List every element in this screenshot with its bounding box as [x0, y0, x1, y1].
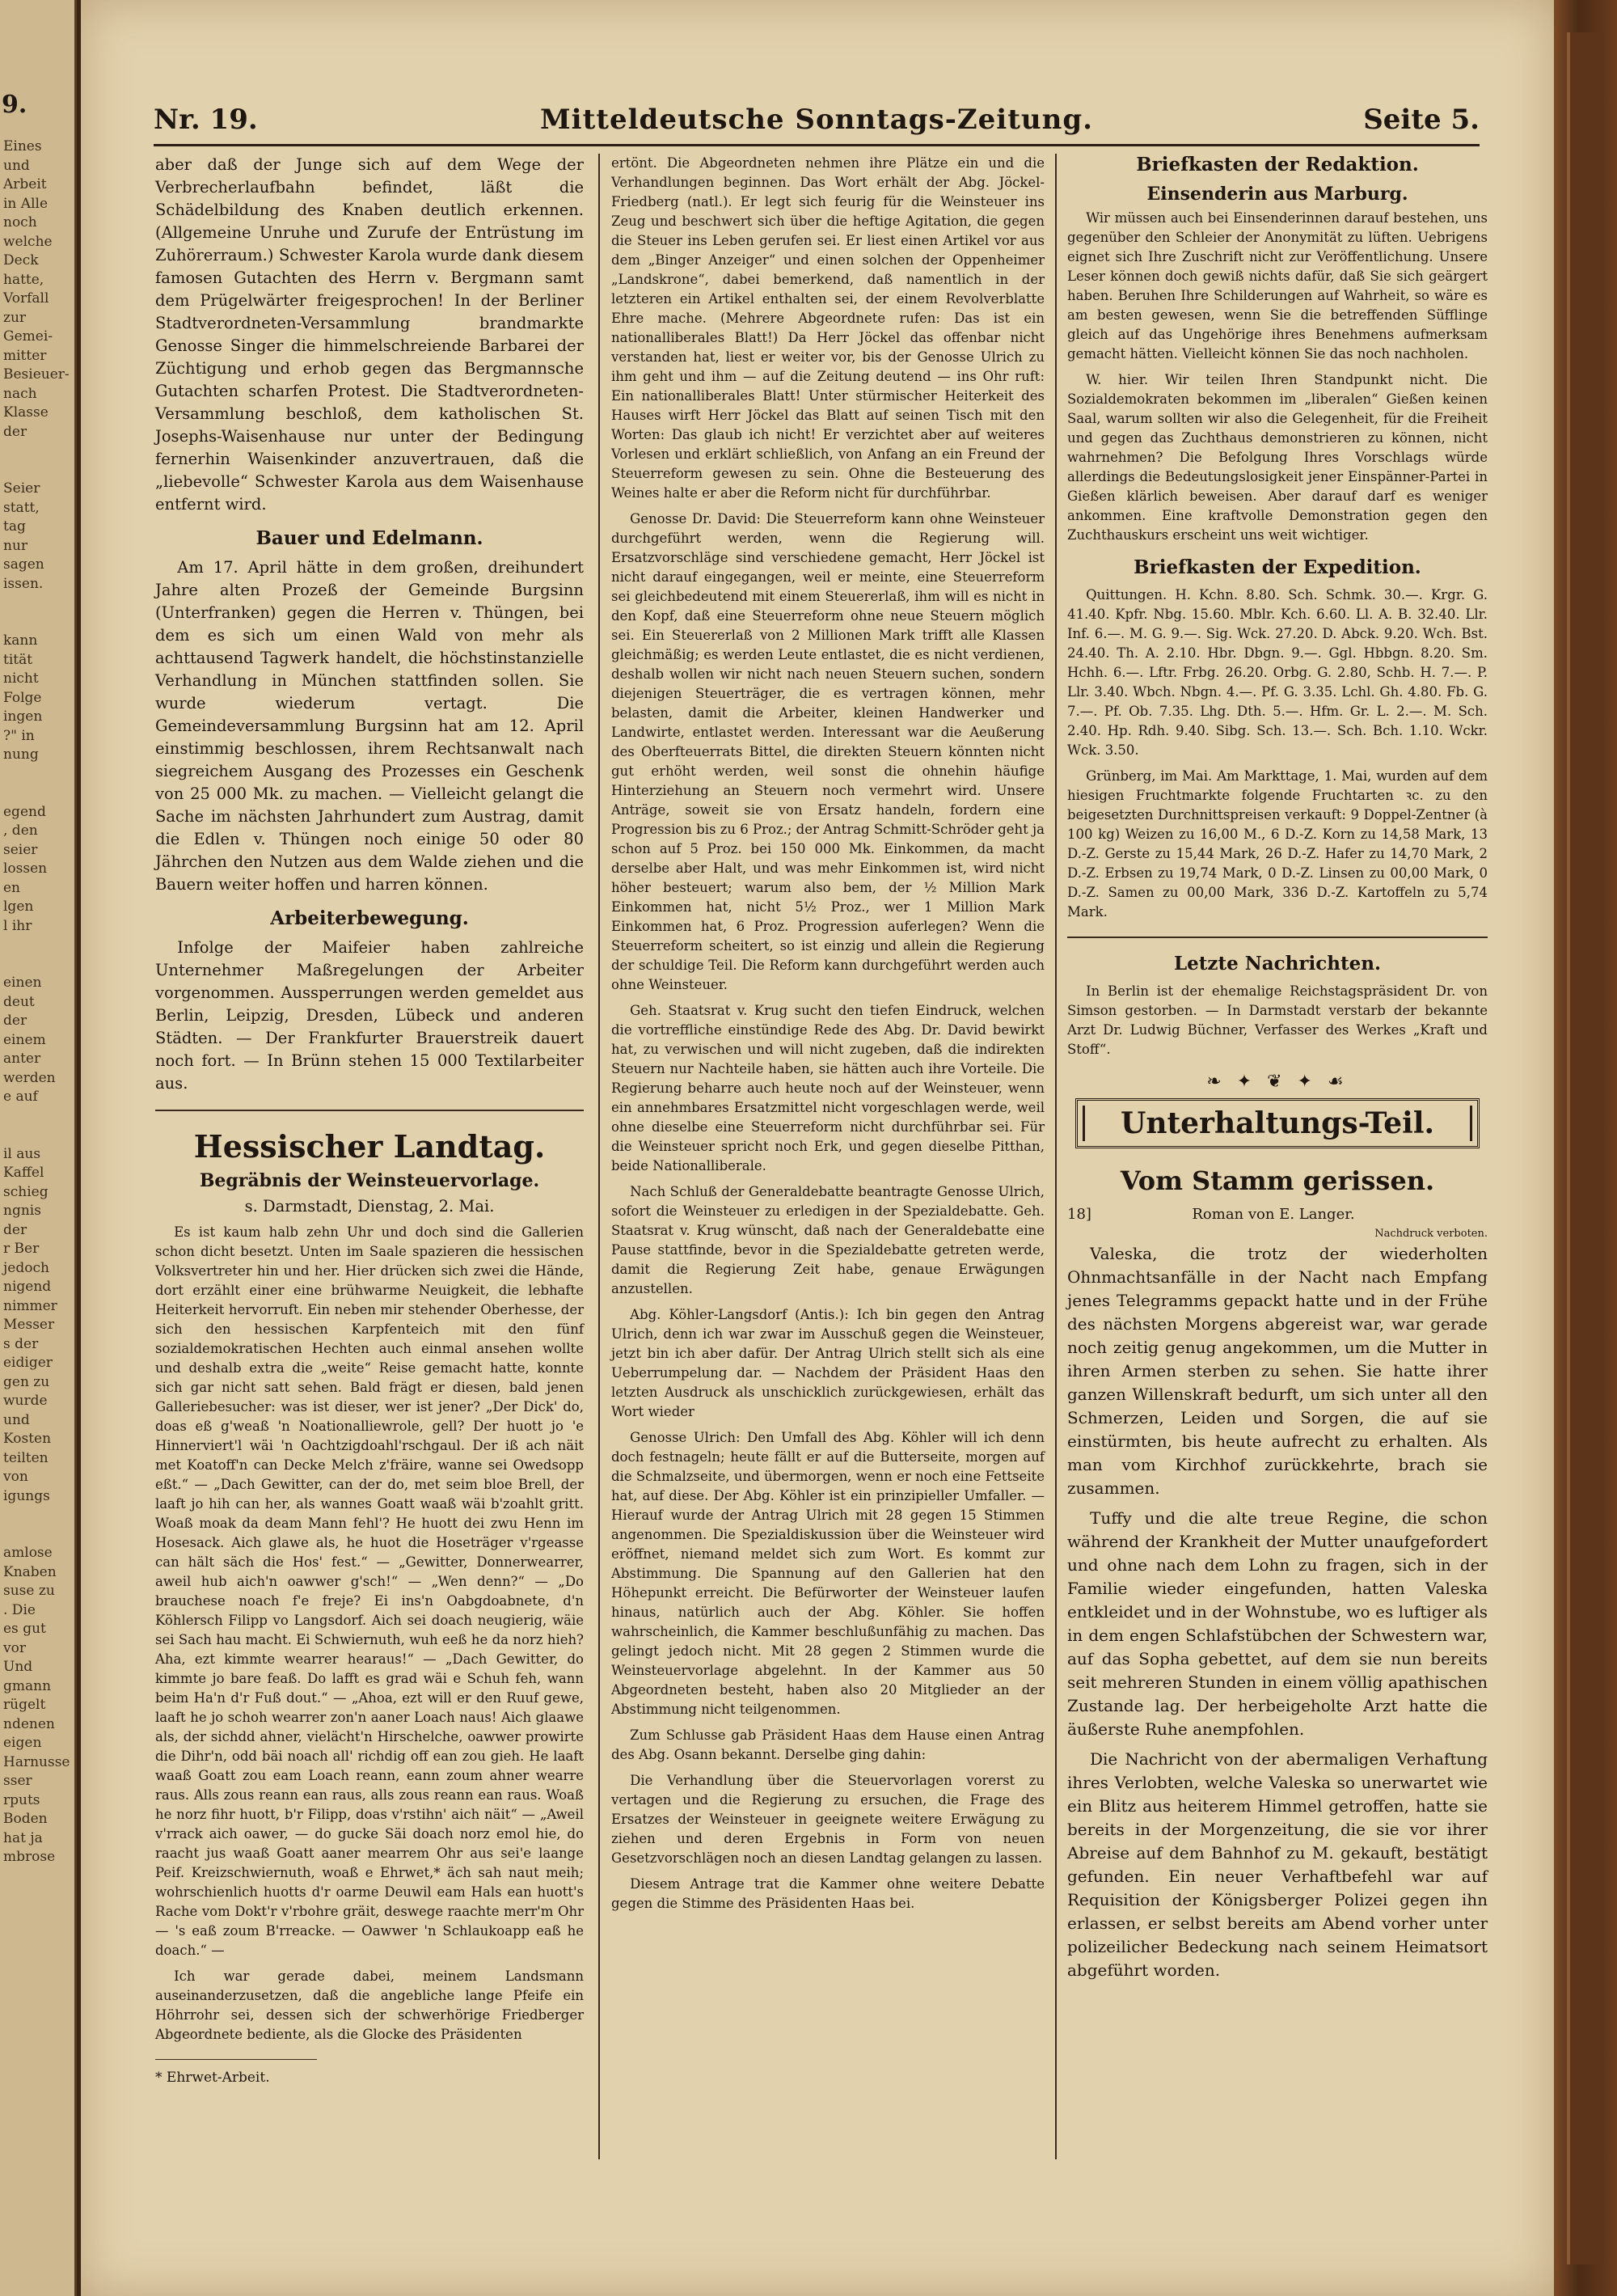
left-page-text-fragments: Eines und Arbeit in Alle noch welche Deck hatte, Vorfall zur Gemei- mitter Besieuer- nach Klasse der Seier statt, tag nur sagen issen. kann tität nicht Folge ingen ?" in nung egend , den seier lossen en lgen l ihr einen deut der einem anter werden e auf il aus Kaffel schieg ngnis der r Ber jedoch nigend nimmer Messer s der eidiger gen zu wurde und Kosten teilten von igungs amlose Knaben suse zu . Die es gut vor Und gmann rügelt ndenen eigen Harnusse sser rputs Boden hat ja mbrose — [3, 138, 70, 1865]
article-paragraph: Abg. Köhler-Langsdorf (Antis.): Ich bin gegen den Antrag Ulrich, denn ich war zwar im Ausschuß gegen die Weinsteuer, jetzt bin ich aber dafür. Der Antrag Ulrich stellt sich als eine Ueberrumpelung dar. — Nachdem der Präsident Haas den letzten Ausdruck als unschicklich zurückgewiesen, erhält das Wort wieder — [611, 1307, 1045, 1419]
footnote: * Ehrwet-Arbeit. — [155, 2059, 317, 2089]
novel-title: Vom Stamm gerissen. — [1120, 1165, 1435, 1196]
section-banner: Unterhaltungs-Teil. — [1075, 1098, 1480, 1148]
article-paragraph: Genosse Ulrich: Den Umfall des Abg. Köhler will ich denn doch festnageln; heute fällt er auf die Butterseite, morgen auf die Schmalzseite, und übermorgen, wenn er noch eine Fettseite hat, auf diese. Der Abg. Köhler ist ein prinzipieller Umfaller. — Hierauf wurde der Antrag Ulrich mit 28 gegen 15 Stimmen angenommen. Die Spezialdiskussion über die Weinsteuer wird eröffnet, niemand meldet sich zum Wort. Es kommt zur Abstimmung. Die Spannung auf den Gallerien hat den Höhepunkt erreicht. Die Befürworter der Weinsteuer laufen hinaus, natürlich auch der Abg. Köhler. Sie hoffen wahrscheinlich, die Kammer beschlußunfähig zu machen. Das gelingt jedoch nicht. Mit 28 gegen 2 Stimmen wurde die Weinsteuervorlage abgelehnt. In der Kammer aus 50 Abgeordneten besteht, haben also 20 Mitglieder an der Abstimmung nicht teilgenommen. — [611, 1430, 1045, 1717]
article-paragraph: Geh. Staatsrat v. Krug sucht den tiefen Eindruck, welchen die vortreffliche einstündige Rede des Abg. Dr. David bewirkt hat, zu verwischen und will nicht zugeben, daß die indirekten Steuern nur Nachteile haben, sie hätten auch ihre Vorteile. Die Regierung beharre auch heute noch auf der Weinsteuer, wenn ein annehmbares Ersatzmittel nicht vorgeschlagen werde, weil ohne dieselbe eine Steuerreform nicht durchführbar sei. Für die Weinsteuer spricht noch Erk, und gegen dieselbe Pitthan, beide Nationalliberale. — [611, 1003, 1045, 1173]
left-page-edge — [0, 0, 77, 2296]
article-paragraph: Es ist kaum halb zehn Uhr und doch sind die Gallerien schon dicht besetzt. Unten im Saale spazieren die hessischen Volksvertreter hin und her. Hier drücken sich zwei die Hände, dort erzählt einer eine brühwarme Neuigkeit, die lebhafte Heiterkeit hervorruft. Ein neben mir stehender Oberhesse, der sich den hessischen Karpfenteich mit den fünf sozialdemokratischen Hechten auch einmal ansehen wollte und deshalb extra die „weite“ Reise gemacht hatte, konnte sich gar nicht satt sehen. Bald frägt er diesen, bald jenen Galleriebesucher: was ist dieser, wer ist jener? „Der Dick' do, doas eß g'weaß 'n Noationalliewrole, gell? Der huott jo 'e Hinnerviert'l wäi 'n Oachtzigdoahl'rschgaul. Der iß ach näit met Koatoff'n can Decke Melch z'fräire, wanne sei Owedsopp eßt.“ — „Dach Gewitter, can der do, met seim bloe Brell, der laaft jo hih can her, als wannes Goatt waaß wäi b'zoahlt gritt. Woaß moak da deam Mann fehl'? He huott dei zwu Henn im Hosesack. Aich glawe als, he huot die Hoseträger v'rgeasse can hält säch die Hos' fest.“ — „Gewitter, Donnerwearrer, aweil hub aich'n oawwer g'sch!“ — „Wen denn?“ — „Do brauchese noach f'e freje? Ei ins'n Oabgdoabnete, d'n Köhlersch Filipp vo Langsdorf. Aich sei doach neugierig, wäie sei Sach hau macht. Ei Schwiernuth, wuh eeß he da norz hieh? Aha, ezt kimmte wearrer hearaus!“ — „Dach Gewitter, do kimmte jo bare feaß. Do lafft es grad wäi e Schuh feh, wann beim Ha'n d'r Fuß dout.“ — „Ahoa, ezt will er den Ruuf gewe, laaft he jo schoh wearrer zon'n aaner Loach naus! Aich glaawe als, der sichdd ahner, vielächt'n Hirschelche, oawwer prowirte die Dihr'n, odd bäi noach all' richdig off ean zou gieh. He laaft waaß Goatt zou eam Loach reann, eann zoum ahner wearre raus. Alls zous reann ean raus, alls zous reann ean raus. Woaß he norz fihr huott, b'r Filipp, doas v'rstihn' aich näit“ — „Aweil v'rrack aich oawer, — do gucke Säi doach norz emol hie, do raacht jus waaß Goatt aaner mearrem Ohr aus sei'e laange Peif. Kreizschwiernuth, woaß e Ehrwet,* äch sah naut meih; wohrschienlich huotts d'r oarme Deuwil eam Hals ean huott's Rache vom Dokt'r v'rbohre gräit, deswege raachte merr'm Ohr — 's eaß zoum B'rreacke. — Oawwer 'n Schlaukoapp eaß he doach.“ — — [155, 1224, 584, 1958]
section-heading: Briefkasten der Redaktion. — [1136, 154, 1419, 175]
page-header — [154, 104, 1480, 144]
article-subtitle: Begräbnis der Weinsteuervorlage. — [199, 1170, 540, 1191]
issue-number: Nr. 19. — [154, 104, 258, 136]
byline: Roman von E. Langer. — [1192, 1206, 1355, 1223]
article-paragraph: Grünberg, im Mai. Am Markttage, 1. Mai, wurden auf dem hiesigen Fruchtmarkte folgende Fruchtarten ꝛc. zu den beigesetzten Durchnittspreisen verkauft: 9 Doppel-Zentner (à 100 kg) Weizen zu 16,00 M., 6 D.-Z. Korn zu 14,58 Mark, 13 D.-Z. Gerste zu 15,44 Mark, 26 D.-Z. Hafer zu 14,70 Mark, 2 D.-Z. Erbsen zu 19,74 Mark, 0 D.-Z. Linsen zu 00,00 Mark, 0 D.-Z. Samen zu 00,00 Mark, 336 D.-Z. Kartoffeln zu 5,74 Mark. — [1067, 768, 1488, 920]
newspaper-page — [81, 0, 1554, 2296]
section-subheading: Einsenderin aus Marburg. — [1146, 184, 1408, 205]
article-paragraph: ertönt. Die Abgeordneten nehmen ihre Plätze ein und die Verhandlungen beginnen. Das Wort erhält der Abg. Jöckel-Friedberg (natl.). Er legt sich feurig für die Weinsteuer ins Zeug und beschwert sich über die heftige Agitation, die gegen die Steuer ins Leben gerufen sei. Er liest einen Artikel vor aus dem „Binger Anzeiger“ und einen solchen der Oppenheimer „Landskrone“, dabei bemerkend, daß namentlich in der letzteren ein Artikel enthalten sei, der einem Revolverblatte Ehre mache. (Mehrere Abgeordnete rufen: Das ist ein nationalliberales Blatt!) Da Herr Jöckel das offenbar nicht verstanden hat, liest er weiter vor, bis der Genosse Ulrich zu ihm geht und ihm — auf die Zeitung deutend — ins Ohr ruft: Ein nationalliberales Blatt! Unter stürmischer Heiterkeit des Hauses wirft Herr Jöckel das Blatt auf seinen Tisch mit den Worten: Das glaub ich nicht! Er verzichtet aber auf weiteres Vorlesen und erklärt schließlich, von Anfang an ein Freund der Steuerreform gewesen zu sein. Ohne die Besteuerung des Weines halte er aber die Reform nicht für durchführbar. — [611, 155, 1045, 501]
article-paragraph: In Berlin ist der ehemalige Reichstagspräsident Dr. von Simson gestorben. — In Darmstadt verstarb der bekannte Arzt Dr. Ludwig Büchner, Verfasser des Werkes „Kraft und Stoff“. — [1067, 983, 1488, 1057]
article-paragraph: Zum Schlusse gab Präsident Haas dem Hause einen Antrag des Abg. Osann bekannt. Derselbe ging dahin: — [611, 1727, 1045, 1762]
article-title: Hessischer Landtag. — [193, 1128, 546, 1165]
article-paragraph: Ich war gerade dabei, meinem Landsmann auseinanderzusetzen, daß die angebliche lange Pfeife ein Höhrrohr sei, dessen sich der schwerhörige Friedberger Abgeordnete bediente, als die Glocke des Präsidenten — [155, 1968, 584, 2042]
left-page-number: 9. — [2, 91, 27, 119]
novel-byline-row — [1067, 1203, 1488, 1226]
reprint-note: Nachdruck verboten. — [1374, 1228, 1488, 1240]
book-cover-edge — [1554, 0, 1617, 2296]
article-paragraph: aber daß der Junge sich auf dem Wege der Verbrecherlaufbahn befindet, läßt die Schädelbildung des Knaben deutlich erkennen. (Allgemeine Unruhe und Zurufe der Entrüstung im Zuhörerraum.) Schwester Karola wurde dank diesem famosen Gutachten des Herrn v. Bergmann samt dem Prügelwärter freigesprochen! In der Berliner Stadtverordneten-Versammlung brandmarkte Genosse Singer die himmelschreiende Barbarei der Züchtigung und erhob gegen das Bergmannsche Gutachten scharfen Protest. Die Stadtverordneten-Versammlung beschloß, dem katholischen St. Josephs-Waisenhause nur unter der Bedingung fernerhin Waisenkinder anzuvertrauen, daß die „liebevolle“ Schwester Karola aus dem Waisenhause entfernt wird. — [155, 155, 584, 514]
column-divider — [598, 154, 600, 2159]
divider — [155, 1110, 584, 1111]
novel-paragraph: Tuffy und die alte treue Regine, die schon während der Krankheit der Mutter unaufgefordert und ohne nach dem Lohn zu fragen, sich in der Familie wieder eingefunden, hatten Valeska entkleidet und in der Wohnstube, wo es luftiger als in dem engen Schlafstübchen der Schwestern war, auf das Sopha gebettet, auf dem sie nun bereits seit mehreren Stunden in einem völlig apathischen Zustande lag. Der herbeigeholte Arzt hatte die äußerste Ruhe anempfohlen. — [1067, 1508, 1488, 1739]
article-paragraph: Die Verhandlung über die Steuervorlagen vorerst zu vertagen und die Regierung zu ersuchen, die Frage des Ersatzes der Weinsteuer in geeignete weitere Erwägung zu ziehen und deren Ergebnis in Form von neuen Gesetzvorschlägen noch an diesen Landtag gelangen zu lassen. — [611, 1773, 1045, 1866]
page-label: Seite 5. — [1363, 104, 1480, 136]
dateline: s. Darmstadt, Dienstag, 2. Mai. — [244, 1197, 495, 1216]
divider — [1067, 937, 1488, 938]
section-heading: Briefkasten der Expedition. — [1134, 556, 1421, 578]
header-rule — [154, 144, 1480, 146]
article-paragraph: W. hier. Wir teilen Ihren Standpunkt nicht. Die Sozialdemokraten bekommen im „liberalen“ Gießen keinen Saal, warum sollten wir also die Gelegenheit, für die Freiheit und gegen das Zuchthaus demonstrieren zu können, nicht wahrnehmen? Die Befolgung Ihres Vorschlags würde allerdings die Bedeutungslosigkeit jener Einspänner-Partei in Gießen klärlich beweisen. Aber darauf darf es weniger ankommen. Eine kraftvolle Demonstration gegen den Zuchthauskurs erscheint uns weit wichtiger. — [1067, 372, 1488, 543]
article-paragraph: Nach Schluß der Generaldebatte beantragte Genosse Ulrich, sofort die Weinsteuer zu erledigen in der Spezialdebatte. Geh. Staatsrat v. Krug wünscht, daß nach der Generaldebatte eine Pause stattfinde, bevor in die Spezialdebatte getreten werde, damit die Regierung Zeit habe, genaue Erwägungen anzustellen. — [611, 1184, 1045, 1296]
novel-paragraph: Valeska, die trotz der wiederholten Ohnmachtsanfälle in der Nacht nach Empfang jenes Telegramms gepackt hatte und in der Frühe des nächsten Morgens abgereist war, war gerade noch zeitig genug angekommen, um die Mutter in ihren Armen sterben zu sehen. Sie hatte ihrer ganzen Willenskraft bedurft, um sich unter all den Schmerzen, Leiden und Sorgen, die auf sie einstürmten, bis heute aufrecht zu erhalten. Als man vom Kirchhof zurückkehrte, brach sie zusammen. — [1067, 1244, 1488, 1498]
column-1 — [155, 154, 584, 2089]
column-3 — [1067, 154, 1488, 1989]
ornament-icon: ❧ ✦ ❦ ✦ ☙ — [1206, 1072, 1349, 1092]
column-divider — [1055, 154, 1057, 2159]
article-paragraph: Am 17. April hätte in dem großen, dreihundert Jahre alten Prozeß der Gemeinde Burgsinn (Unterfranken) gegen die Herren v. Thüngen, bei dem es sich um einen Wald von mehr als achttausend Tagwerk handelt, die höchstinstanzielle Verhandlung in München stattfinden sollen. Sie wurde wiederum vertagt. Die Gemeindeversammlung Burgsinn hat am 12. April einstimmig beschlossen, ihrem Rechtsanwalt nach siegreichem Ausgang des Prozesses ein Geschenk von 25 000 Mk. zu machen. — Vielleicht gelangt die Sache im nächsten Jahrhundert zum Austrag, damit die Edlen v. Thüngen noch einige 50 oder 80 Jährchen den Nutzen aus dem Walde ziehen und die Bauern weiter hoffen und harren können. — [155, 558, 584, 894]
article-paragraph: Wir müssen auch bei Einsenderinnen darauf bestehen, uns gegenüber den Schleier der Anonymität zu lüften. Uebrigens eignet sich Ihre Zuschrift nicht zur Veröffentlichung. Unsere Leser können doch gewiß nichts dafür, daß Sie sich geärgert haben. Beruhen Ihre Schilderungen auf Wahrheit, so wäre es am besten gewesen, wenn Sie die betreffenden Süfflinge gleich auf das Ungehörige ihres Benehmens aufmerksam gemacht hätten. Vielleicht können Sie das noch nachholen. — [1067, 210, 1488, 362]
article-paragraph: Infolge der Maifeier haben zahlreiche Unternehmer Maßregelungen der Arbeiter vorgenommen. Aussperrungen werden gemeldet aus Berlin, Leipzig, Dresden, Lübeck und anderen Städten. — Der Frankfurter Brauerstreik dauert noch fort. — In Brünn stehen 15 000 Textilarbeiter aus. — [155, 938, 584, 1093]
article-paragraph: Diesem Antrage trat die Kammer ohne weitere Debatte gegen die Stimme des Präsidenten Haas bei. — [611, 1876, 1045, 1911]
section-heading: Bauer und Edelmann. — [255, 527, 483, 549]
serial-number: 18] — [1067, 1206, 1091, 1223]
novel-paragraph: Die Nachricht von der abermaligen Verhaftung ihres Verlobten, welche Valeska so unerwartet wie ein Blitz aus heiterem Himmel getroffen, hatte sie bereits in der Morgenzeitung, die sie vor ihrer Abreise auf dem Bahnhof zu M. gekauft, bestätigt gefunden. Ein neuer Verhaftbefehl war auf Requisition der Königsberger Polizei gegen ihn erlassen, er selbst bereits am Abend vorher unter polizeilicher Bedeckung nach seinem Heimatsort abgeführt worden. — [1067, 1749, 1488, 1980]
paper-title: Mitteldeutsche Sonntags-Zeitung. — [540, 104, 1093, 136]
article-paragraph: Quittungen. H. Kchn. 8.80. Sch. Schmk. 30.—. Krgr. G. 41.40. Kpfr. Nbg. 15.60. Mblr. Kch. 6.60. Ll. A. B. 32.40. Llr. Inf. 6.—. M. G. 9.—. Sig. Wck. 27.20. D. Abck. 9.20. Wch. Bst. 24.40. Th. A. 2.10. Hbr. Dbgn. 9.—. Ggl. Hbbgn. 8.20. Sm. Hchh. 6.—. Lftr. Frbg. 26.20. Orbg. G. 2.80, Schb. H. 7.—. P. Llr. 3.40. Wbch. Nbgn. 4.—. Pf. G. 3.35. Lchl. Gh. 4.80. Fb. G. 7.—. Pf. Ob. 7.35. Lhg. Dth. 5.—. Hfm. Gr. L. 2.—. M. Sch. 2.40. Hp. Rdh. 9.40. Sibg. Sch. 13.—. Sch. Bch. 1.10. Wckr. Wck. 3.50. — [1067, 587, 1488, 758]
article-paragraph: Genosse Dr. David: Die Steuerreform kann ohne Weinsteuer durchgeführt werden, wenn die Regierung will. Ersatzvorschläge sind verschiedene gemacht, Herr Jöckel ist nicht darauf eingegangen, weil er meinte, eine Steuerreform sei gleichbedeutend mit einem Steuererlaß, ihm will es nicht in den Kopf, daß eine Steuerreform ohne neue Steuern möglich sei. Ein Steuererlaß von 2 Millionen Mark trifft alle Klassen gleichmäßig; es werden Leute entlastet, die es nicht verdienen, deshalb wollen wir nicht nach neuen Steuern suchen, sondern diejenigen Steuerträger, die es vertragen können, mehr belasten, damit die Arbeiter, kleinen Handwerker und Landwirte, entlastet werden. Interessant war die Aeußerung des Oberfteuerrats Bittel, die direkten Steuern könnten nicht gut erhöht werden, weil sonst die ohnehin häufige Hinterziehung an Steuern noch vermehrt wird. Unsere Anträge, soweit sie von Ersatz handeln, fordern eine Progression bis zu 6 Proz.; der Antrag Schmitt-Schröder geht ja schon auf 5 Proz. bei 150 000 Mk. Einkommen, da macht derselbe aber Halt, und was mehr Einkommen ist, wird nicht höher besteuert; warum also bem, der ½ Million Mark Einkommen hat, nicht 5½ Proz., wer 1 Million Mark Einkommen hat, 6 Proz. Progression auferlegen? Wenn die Steuerreform scheitert, so ist einzig und allein die Regierung der schuldige Teil. Die Reform kann durchgeführt werden auch ohne Weinsteuer. — [611, 511, 1045, 992]
section-heading: Arbeiterbewegung. — [270, 907, 469, 929]
column-2 — [611, 154, 1045, 1920]
section-heading: Letzte Nachrichten. — [1174, 953, 1381, 975]
